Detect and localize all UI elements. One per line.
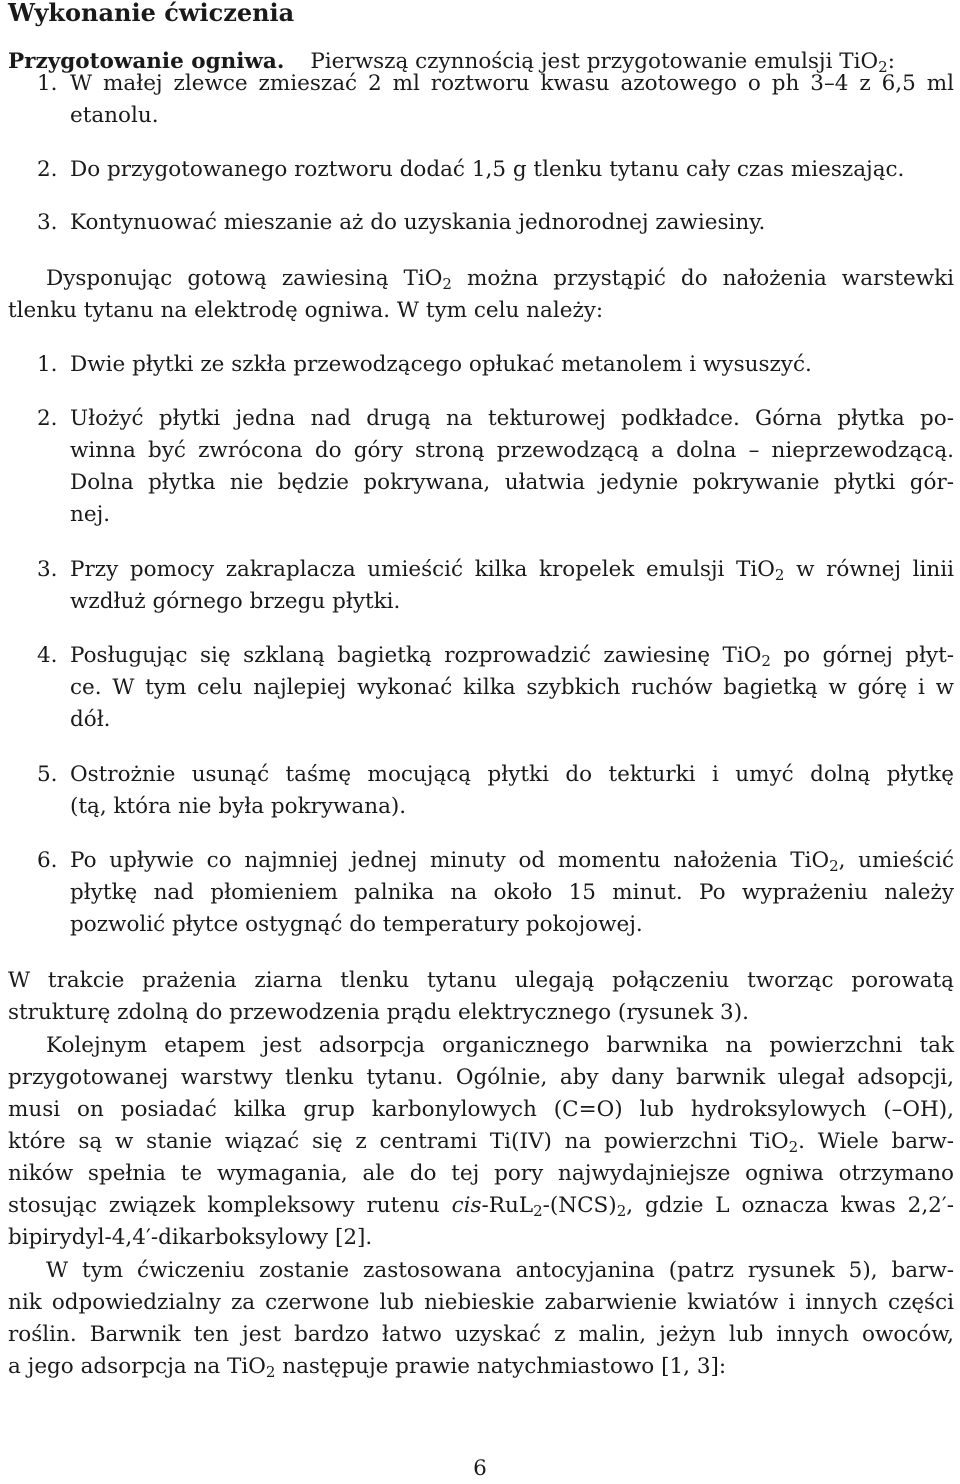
list2-item-2-line-2: winna być zwrócona do góry stroną przewodzącą a dolna – nieprzewodzącą. <box>70 438 954 463</box>
list2-item-6-line-2: płytkę nad płomieniem palnika na około 15 minut. Po wyprażeniu należy <box>70 880 954 905</box>
intro-bold: Przygotowanie ogniwa. <box>8 49 285 74</box>
para4-line-3: roślin. Barwnik ten jest bardzo łatwo uzyskać z malin, jeżyn lub innych owoców, <box>8 1322 954 1347</box>
list2-num-3: 3. <box>37 557 58 582</box>
list2-item-4-line-3: dół. <box>70 707 111 732</box>
para2-line-2: strukturę zdolną do przewodzenia prądu elektrycznego (rysunek 3). <box>8 1000 749 1025</box>
list2-num-4: 4. <box>37 643 58 668</box>
para4-line-4: a jego adsorpcja na TiO$_2$ następuje prawie natychmiastowo [1, 3]: <box>8 1354 727 1381</box>
list2-item-2-line-1: Ułożyć płytki jedna nad drugą na tekturowej podkładce. Górna płytka po- <box>70 406 954 431</box>
list2-num-5: 5. <box>37 762 58 787</box>
list1-num-2: 2. <box>37 157 58 182</box>
list2-item-5-line-1: Ostrożnie usunąć taśmę mocującą płytki do tekturki i umyć dolną płytkę <box>70 762 954 787</box>
para3-line-1: Kolejnym etapem jest adsorpcja organicznego barwnika na powierzchni tak <box>46 1033 954 1058</box>
list2-num-1: 1. <box>37 352 58 377</box>
para1-line-1: Dysponując gotową zawiesiną TiO$_2$ można przystąpić do nałożenia warstewki <box>46 266 954 293</box>
para3-line-6: stosując związek kompleksowy rutenu cis-$RuL_2-(NCS)_2$, gdzie L oznacza kwas 2,2′- <box>8 1193 955 1220</box>
para3-line-4: które są w stanie wiązać się z centrami Ti(IV) na powierzchni TiO$_2$. Wiele barw- <box>8 1129 954 1156</box>
list1-num-3: 3. <box>37 210 58 235</box>
list1-num-1: 1. <box>37 71 58 96</box>
list2-item-6-line-1: Po upływie co najmniej jednej minuty od momentu nałożenia TiO$_2$, umieścić <box>70 848 954 875</box>
list2-item-1-line-1: Dwie płytki ze szkła przewodzącego opłukać metanolem i wysuszyć. <box>70 352 812 377</box>
page-number: 6 <box>473 1456 487 1481</box>
para3-line-5: ników spełnia te wymagania, ale do tej pory najwydajniejsze ogniwa otrzymano <box>8 1161 954 1186</box>
list2-item-4-line-2: ce. W tym celu najlepiej wykonać kilka szybkich ruchów bagietką w górę i w <box>70 675 954 700</box>
list1-item-2-line-1: Do przygotowanego roztworu dodać 1,5 g tlenku tytanu cały czas mieszając. <box>70 157 905 182</box>
intro-text: Pierwszą czynnością jest przygotowanie emulsji TiO <box>310 49 879 74</box>
list2-num-6: 6. <box>37 848 58 873</box>
para3-line-2: przygotowanej warstwy tlenku tytanu. Ogólnie, aby dany barwnik ulegał adsopcji, <box>8 1065 954 1090</box>
para2-line-1: W trakcie prażenia ziarna tlenku tytanu ulegają połączeniu tworząc porowatą <box>8 968 954 993</box>
list2-item-4-line-1: Posługując się szklaną bagietką rozprowadzić zawiesinę TiO$_2$ po górnej płyt- <box>70 643 955 670</box>
list2-num-2: 2. <box>37 406 58 431</box>
list2-item-5-line-2: (tą, która nie była pokrywana). <box>70 794 407 819</box>
intro-line: Przygotowanie ogniwa. Pierwszą czynnością jest przygotowanie emulsji TiO$_2$: <box>8 49 895 76</box>
para3-line-7: bipirydyl-4,4′-dikarboksylowy [2]. <box>8 1225 373 1250</box>
list2-item-6-line-3: pozwolić płytce ostygnąć do temperatury pokojowej. <box>70 912 643 937</box>
para4-line-2: nik odpowiedzialny za czerwone lub niebieskie zabarwienie kwiatów i innych części <box>8 1290 954 1315</box>
list2-item-3-line-1: Przy pomocy zakraplacza umieścić kilka kropelek emulsji TiO$_2$ w równej linii <box>70 557 954 584</box>
list1-item-1-line-1: W małej zlewce zmieszać 2 ml roztworu kwasu azotowego o ph 3–4 z 6,5 ml <box>70 71 954 96</box>
list2-item-2-line-4: nej. <box>70 502 111 527</box>
section-heading: Wykonanie ćwiczenia <box>8 0 295 27</box>
list2-item-2-line-3: Dolna płytka nie będzie pokrywana, ułatwia jedynie pokrywanie płytki gór- <box>70 470 954 495</box>
para4-line-1: W tym ćwiczeniu zostanie zastosowana antocyjanina (patrz rysunek 5), barw- <box>46 1258 954 1283</box>
list1-item-3-line-1: Kontynuować mieszanie aż do uzyskania jednorodnej zawiesiny. <box>70 210 766 235</box>
para3-line-3: musi on posiadać kilka grup karbonylowych (C=O) lub hydroksylowych (–OH), <box>8 1097 954 1122</box>
para1-line-2: tlenku tytanu na elektrodę ogniwa. W tym celu należy: <box>8 298 604 323</box>
list2-item-3-line-2: wzdłuż górnego brzegu płytki. <box>70 589 401 614</box>
list1-item-1-line-2: etanolu. <box>70 103 159 128</box>
